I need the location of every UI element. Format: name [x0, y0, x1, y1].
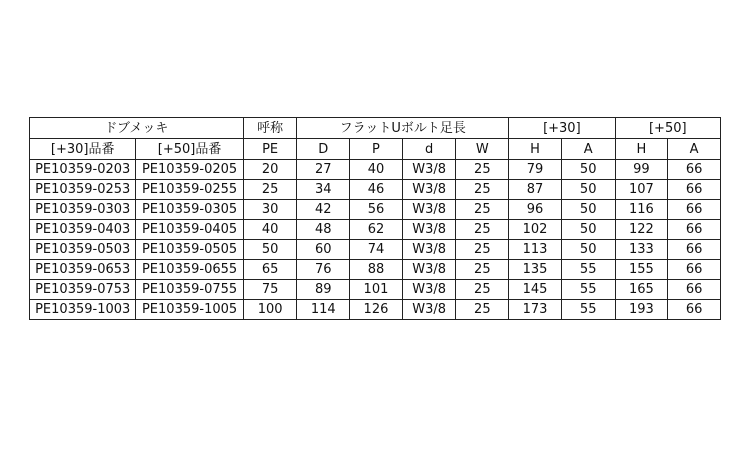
table-cell: 56 — [350, 200, 403, 220]
table-cell: 88 — [350, 260, 403, 280]
table-cell: PE10359-0205 — [136, 160, 243, 180]
table-cell: PE10359-1005 — [136, 300, 243, 320]
table-cell: 25 — [456, 160, 509, 180]
table-cell: 74 — [350, 240, 403, 260]
table-cell: 50 — [561, 180, 615, 200]
subheader-p: P — [350, 139, 403, 160]
table-row — [30, 160, 721, 180]
table-cell: PE10359-0753 — [30, 280, 136, 300]
table-cell: 25 — [456, 220, 509, 240]
table-cell: 55 — [561, 280, 615, 300]
table-cell: 66 — [668, 220, 721, 240]
table-cell: 126 — [350, 300, 403, 320]
table-cell: 27 — [297, 160, 350, 180]
table-body — [30, 160, 721, 320]
table-cell: 173 — [509, 300, 562, 320]
table-row — [30, 240, 721, 260]
subheader-pe: PE — [243, 139, 297, 160]
header-plating: ドブメッキ — [30, 118, 244, 139]
table-cell: W3/8 — [402, 180, 456, 200]
table-cell: W3/8 — [402, 220, 456, 240]
table-cell: 96 — [509, 200, 562, 220]
table-cell: 66 — [668, 280, 721, 300]
subheader-part-no-plus50: [+50]品番 — [136, 139, 243, 160]
table-cell: W3/8 — [402, 160, 456, 180]
table-cell: PE10359-0305 — [136, 200, 243, 220]
table-cell: 102 — [509, 220, 562, 240]
table-cell: 165 — [615, 280, 668, 300]
table-cell: 75 — [243, 280, 297, 300]
header-flat-u-bolt: フラットUボルト足長 — [297, 118, 509, 139]
table-cell: 100 — [243, 300, 297, 320]
table-cell: 50 — [561, 160, 615, 180]
table-cell: PE10359-0403 — [30, 220, 136, 240]
table-row — [30, 260, 721, 280]
subheader-w: W — [456, 139, 509, 160]
table-cell: PE10359-0655 — [136, 260, 243, 280]
table-header — [30, 118, 721, 160]
subheader-d-upper: D — [297, 139, 350, 160]
table-cell: 25 — [456, 180, 509, 200]
table-cell: W3/8 — [402, 240, 456, 260]
table-cell: PE10359-0203 — [30, 160, 136, 180]
subheader-part-no-plus30: [+30]品番 — [30, 139, 136, 160]
table-cell: 113 — [509, 240, 562, 260]
table-cell: 48 — [297, 220, 350, 240]
table-cell: 20 — [243, 160, 297, 180]
table-cell: W3/8 — [402, 260, 456, 280]
table-cell: 42 — [297, 200, 350, 220]
table-cell: 114 — [297, 300, 350, 320]
table-cell: 76 — [297, 260, 350, 280]
table-cell: W3/8 — [402, 280, 456, 300]
table-cell: 145 — [509, 280, 562, 300]
table-cell: 99 — [615, 160, 668, 180]
table-cell: 66 — [668, 260, 721, 280]
table-cell: 25 — [456, 240, 509, 260]
table-cell: PE10359-0755 — [136, 280, 243, 300]
table-cell: 116 — [615, 200, 668, 220]
table-cell: 66 — [668, 300, 721, 320]
spec-table — [29, 117, 721, 320]
table-cell: 66 — [668, 240, 721, 260]
table-cell: 25 — [243, 180, 297, 200]
table-cell: 89 — [297, 280, 350, 300]
table-cell: 155 — [615, 260, 668, 280]
table-cell: 46 — [350, 180, 403, 200]
table-cell: PE10359-0653 — [30, 260, 136, 280]
table-cell: 50 — [561, 220, 615, 240]
table-row — [30, 200, 721, 220]
subheader-a-plus50: A — [668, 139, 721, 160]
header-plus30: [+30] — [509, 118, 615, 139]
table-cell: 25 — [456, 260, 509, 280]
table-cell: PE10359-0253 — [30, 180, 136, 200]
table-cell: 50 — [243, 240, 297, 260]
table-cell: 25 — [456, 300, 509, 320]
header-plus50: [+50] — [615, 118, 720, 139]
table-cell: W3/8 — [402, 200, 456, 220]
table-cell: 66 — [668, 160, 721, 180]
table-cell: 50 — [561, 240, 615, 260]
table-cell: PE10359-0503 — [30, 240, 136, 260]
header-subheader-row — [30, 139, 721, 160]
header-nominal: 呼称 — [243, 118, 297, 139]
table-cell: PE10359-0255 — [136, 180, 243, 200]
table-cell: 40 — [243, 220, 297, 240]
table-cell: 66 — [668, 200, 721, 220]
header-group-row — [30, 118, 721, 139]
table-cell: 135 — [509, 260, 562, 280]
table-cell: 25 — [456, 280, 509, 300]
table-cell: 101 — [350, 280, 403, 300]
subheader-h-plus50: H — [615, 139, 668, 160]
table-cell: 62 — [350, 220, 403, 240]
table-cell: PE10359-1003 — [30, 300, 136, 320]
table-cell: PE10359-0303 — [30, 200, 136, 220]
table-cell: 50 — [561, 200, 615, 220]
table-cell: 65 — [243, 260, 297, 280]
table-cell: 79 — [509, 160, 562, 180]
subheader-h-plus30: H — [509, 139, 562, 160]
table-cell: 30 — [243, 200, 297, 220]
table-cell: 133 — [615, 240, 668, 260]
table-cell: 40 — [350, 160, 403, 180]
table-row — [30, 180, 721, 200]
table-cell: PE10359-0405 — [136, 220, 243, 240]
subheader-d-lower: d — [402, 139, 456, 160]
table-cell: 34 — [297, 180, 350, 200]
subheader-a-plus30: A — [561, 139, 615, 160]
table-row — [30, 300, 721, 320]
table-cell: 66 — [668, 180, 721, 200]
table-cell: 25 — [456, 200, 509, 220]
table-cell: W3/8 — [402, 300, 456, 320]
table-row — [30, 280, 721, 300]
table-cell: 193 — [615, 300, 668, 320]
table-cell: PE10359-0505 — [136, 240, 243, 260]
table-cell: 107 — [615, 180, 668, 200]
table-cell: 87 — [509, 180, 562, 200]
table-cell: 122 — [615, 220, 668, 240]
table-cell: 55 — [561, 300, 615, 320]
table-cell: 55 — [561, 260, 615, 280]
table-cell: 60 — [297, 240, 350, 260]
table-row — [30, 220, 721, 240]
